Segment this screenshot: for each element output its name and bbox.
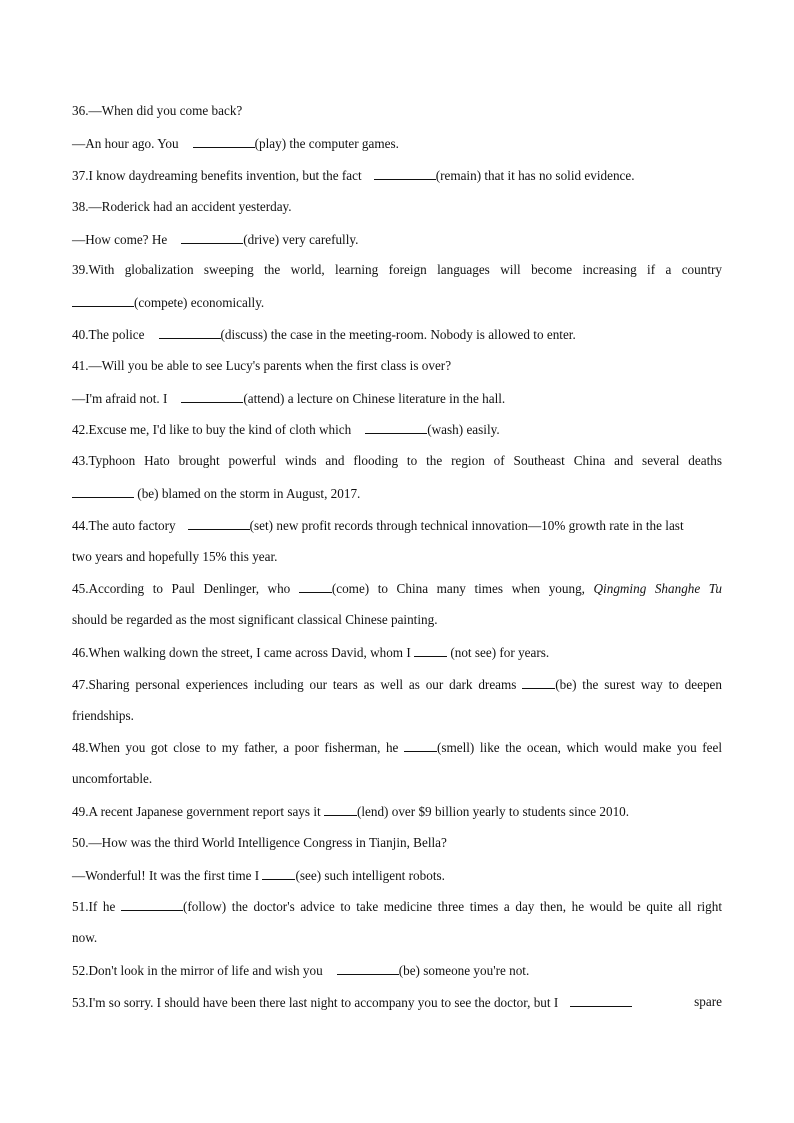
question-text: 37.I know daydreaming benefits invention, but the fact	[72, 168, 362, 183]
question-51-line-1	[72, 898, 722, 915]
question-text: 53.I'm so sorry. I should have been there last night to accompany you to see the doctor, but I	[72, 995, 559, 1010]
answer-blank-47[interactable]	[522, 676, 555, 689]
question-text: —I'm afraid not. I	[72, 391, 168, 406]
question-text: 47.Sharing personal experiences including our tears as well as our dark dreams	[72, 677, 517, 692]
answer-blank-51[interactable]	[121, 898, 183, 911]
question-text: 38.—Roderick had an accident yesterday.	[72, 199, 292, 214]
question-text: 51.If he	[72, 899, 116, 914]
question-text: spare	[694, 994, 722, 1009]
question-41-line-2	[72, 390, 722, 407]
answer-blank-43[interactable]	[72, 485, 134, 498]
question-text: (be) the surest way to deepen	[555, 677, 722, 692]
question-45-line-2	[72, 612, 722, 628]
question-text: (drive) very carefully.	[243, 232, 359, 247]
question-48-line-2	[72, 771, 722, 787]
question-text: 46.When walking down the street, I came across David, whom I	[72, 645, 411, 660]
answer-blank-37[interactable]	[374, 167, 436, 180]
painting-title: Qingming Shanghe Tu	[593, 581, 723, 596]
answer-blank-41[interactable]	[181, 390, 243, 403]
question-38-line-1	[72, 199, 722, 215]
question-text: 45.According to Paul Denlinger, who	[72, 581, 291, 596]
question-41-line-1	[72, 358, 722, 374]
question-text: (discuss) the case in the meeting-room. Nobody is allowed to enter.	[220, 327, 576, 342]
question-text: (see) such intelligent robots.	[295, 868, 445, 883]
question-text: (set) new profit records through technical innovation—10% growth rate in the last	[249, 518, 684, 533]
answer-blank-53[interactable]	[570, 994, 632, 1007]
question-47-line-2	[72, 708, 722, 724]
question-52-line-1	[72, 962, 722, 979]
question-36-line-2	[72, 135, 722, 152]
question-text: 40.The police	[72, 327, 145, 342]
question-text: now.	[72, 930, 98, 945]
question-40-line-1	[72, 326, 722, 343]
question-text: 39.With globalization sweeping the world, learning foreign languages will become increasing if a country	[72, 262, 722, 277]
answer-blank-50[interactable]	[262, 867, 295, 880]
question-text: (not see) for years.	[450, 645, 550, 660]
question-text: —How come? He	[72, 232, 168, 247]
answer-blank-40[interactable]	[159, 326, 221, 339]
question-47-line-1	[72, 676, 722, 693]
question-text: (come) to China many times when young,	[331, 581, 585, 596]
answer-blank-49[interactable]	[324, 803, 357, 816]
question-text: (attend) a lecture on Chinese literature in the hall.	[243, 391, 506, 406]
answer-blank-46[interactable]	[414, 644, 447, 657]
question-text: (smell) like the ocean, which would make you feel	[436, 740, 723, 755]
answer-blank-36[interactable]	[193, 135, 255, 148]
answer-blank-38[interactable]	[181, 231, 243, 244]
question-text: uncomfortable.	[72, 771, 153, 786]
question-text: should be regarded as the most significant classical Chinese painting.	[72, 612, 438, 627]
question-45-line-1	[72, 580, 722, 597]
question-text: —An hour ago. You	[72, 136, 179, 151]
question-text: friendships.	[72, 708, 134, 723]
question-text: 49.A recent Japanese government report says it	[72, 804, 321, 819]
question-text: (follow) the doctor's advice to take medicine three times a day then, he would be quite all right	[182, 899, 722, 914]
question-43-line-1	[72, 453, 722, 469]
question-text: (compete) economically.	[134, 295, 265, 310]
answer-blank-45[interactable]	[299, 580, 332, 593]
question-text: —Wonderful! It was the first time I	[72, 868, 260, 883]
answer-blank-42[interactable]	[365, 421, 427, 434]
question-text: two years and hopefully 15% this year.	[72, 549, 278, 564]
question-text: (lend) over $9 billion yearly to students since 2010.	[356, 804, 630, 819]
question-text: (be) blamed on the storm in August, 2017.	[134, 486, 361, 501]
question-text: 36.—When did you come back?	[72, 103, 243, 118]
question-39-line-2	[72, 294, 722, 311]
question-49-line-1	[72, 803, 722, 820]
question-50-line-1	[72, 835, 722, 851]
question-text: 44.The auto factory	[72, 518, 176, 533]
question-text: (be) someone you're not.	[398, 963, 530, 978]
answer-blank-39[interactable]	[72, 294, 134, 307]
question-text: (wash) easily.	[427, 422, 500, 437]
question-36-line-1	[72, 103, 722, 119]
question-39-line-1	[72, 262, 722, 278]
question-53-line-1	[72, 994, 722, 1011]
question-text: 52.Don't look in the mirror of life and wish you	[72, 963, 323, 978]
question-text: 42.Excuse me, I'd like to buy the kind of cloth which	[72, 422, 352, 437]
question-44-line-2	[72, 549, 722, 565]
question-44-line-1	[72, 517, 722, 534]
question-50-line-2	[72, 867, 722, 884]
question-text: (play) the computer games.	[254, 136, 399, 151]
question-37-line-1	[72, 167, 722, 184]
question-46-line-1	[72, 644, 722, 661]
answer-blank-48[interactable]	[404, 739, 437, 752]
question-text: 50.—How was the third World Intelligence Congress in Tianjin, Bella?	[72, 835, 447, 850]
answer-blank-52[interactable]	[337, 962, 399, 975]
question-48-line-1	[72, 739, 722, 756]
question-text: (remain) that it has no solid evidence.	[435, 168, 635, 183]
question-38-line-2	[72, 231, 722, 248]
question-43-line-2	[72, 485, 722, 502]
question-text: 43.Typhoon Hato brought powerful winds and flooding to the region of Southeast China and several deaths	[72, 453, 722, 468]
question-text: 41.—Will you be able to see Lucy's parents when the first class is over?	[72, 358, 452, 373]
answer-blank-44[interactable]	[188, 517, 250, 530]
question-51-line-2	[72, 930, 722, 946]
question-42-line-1	[72, 421, 722, 438]
question-text: 48.When you got close to my father, a poor fisherman, he	[72, 740, 399, 755]
